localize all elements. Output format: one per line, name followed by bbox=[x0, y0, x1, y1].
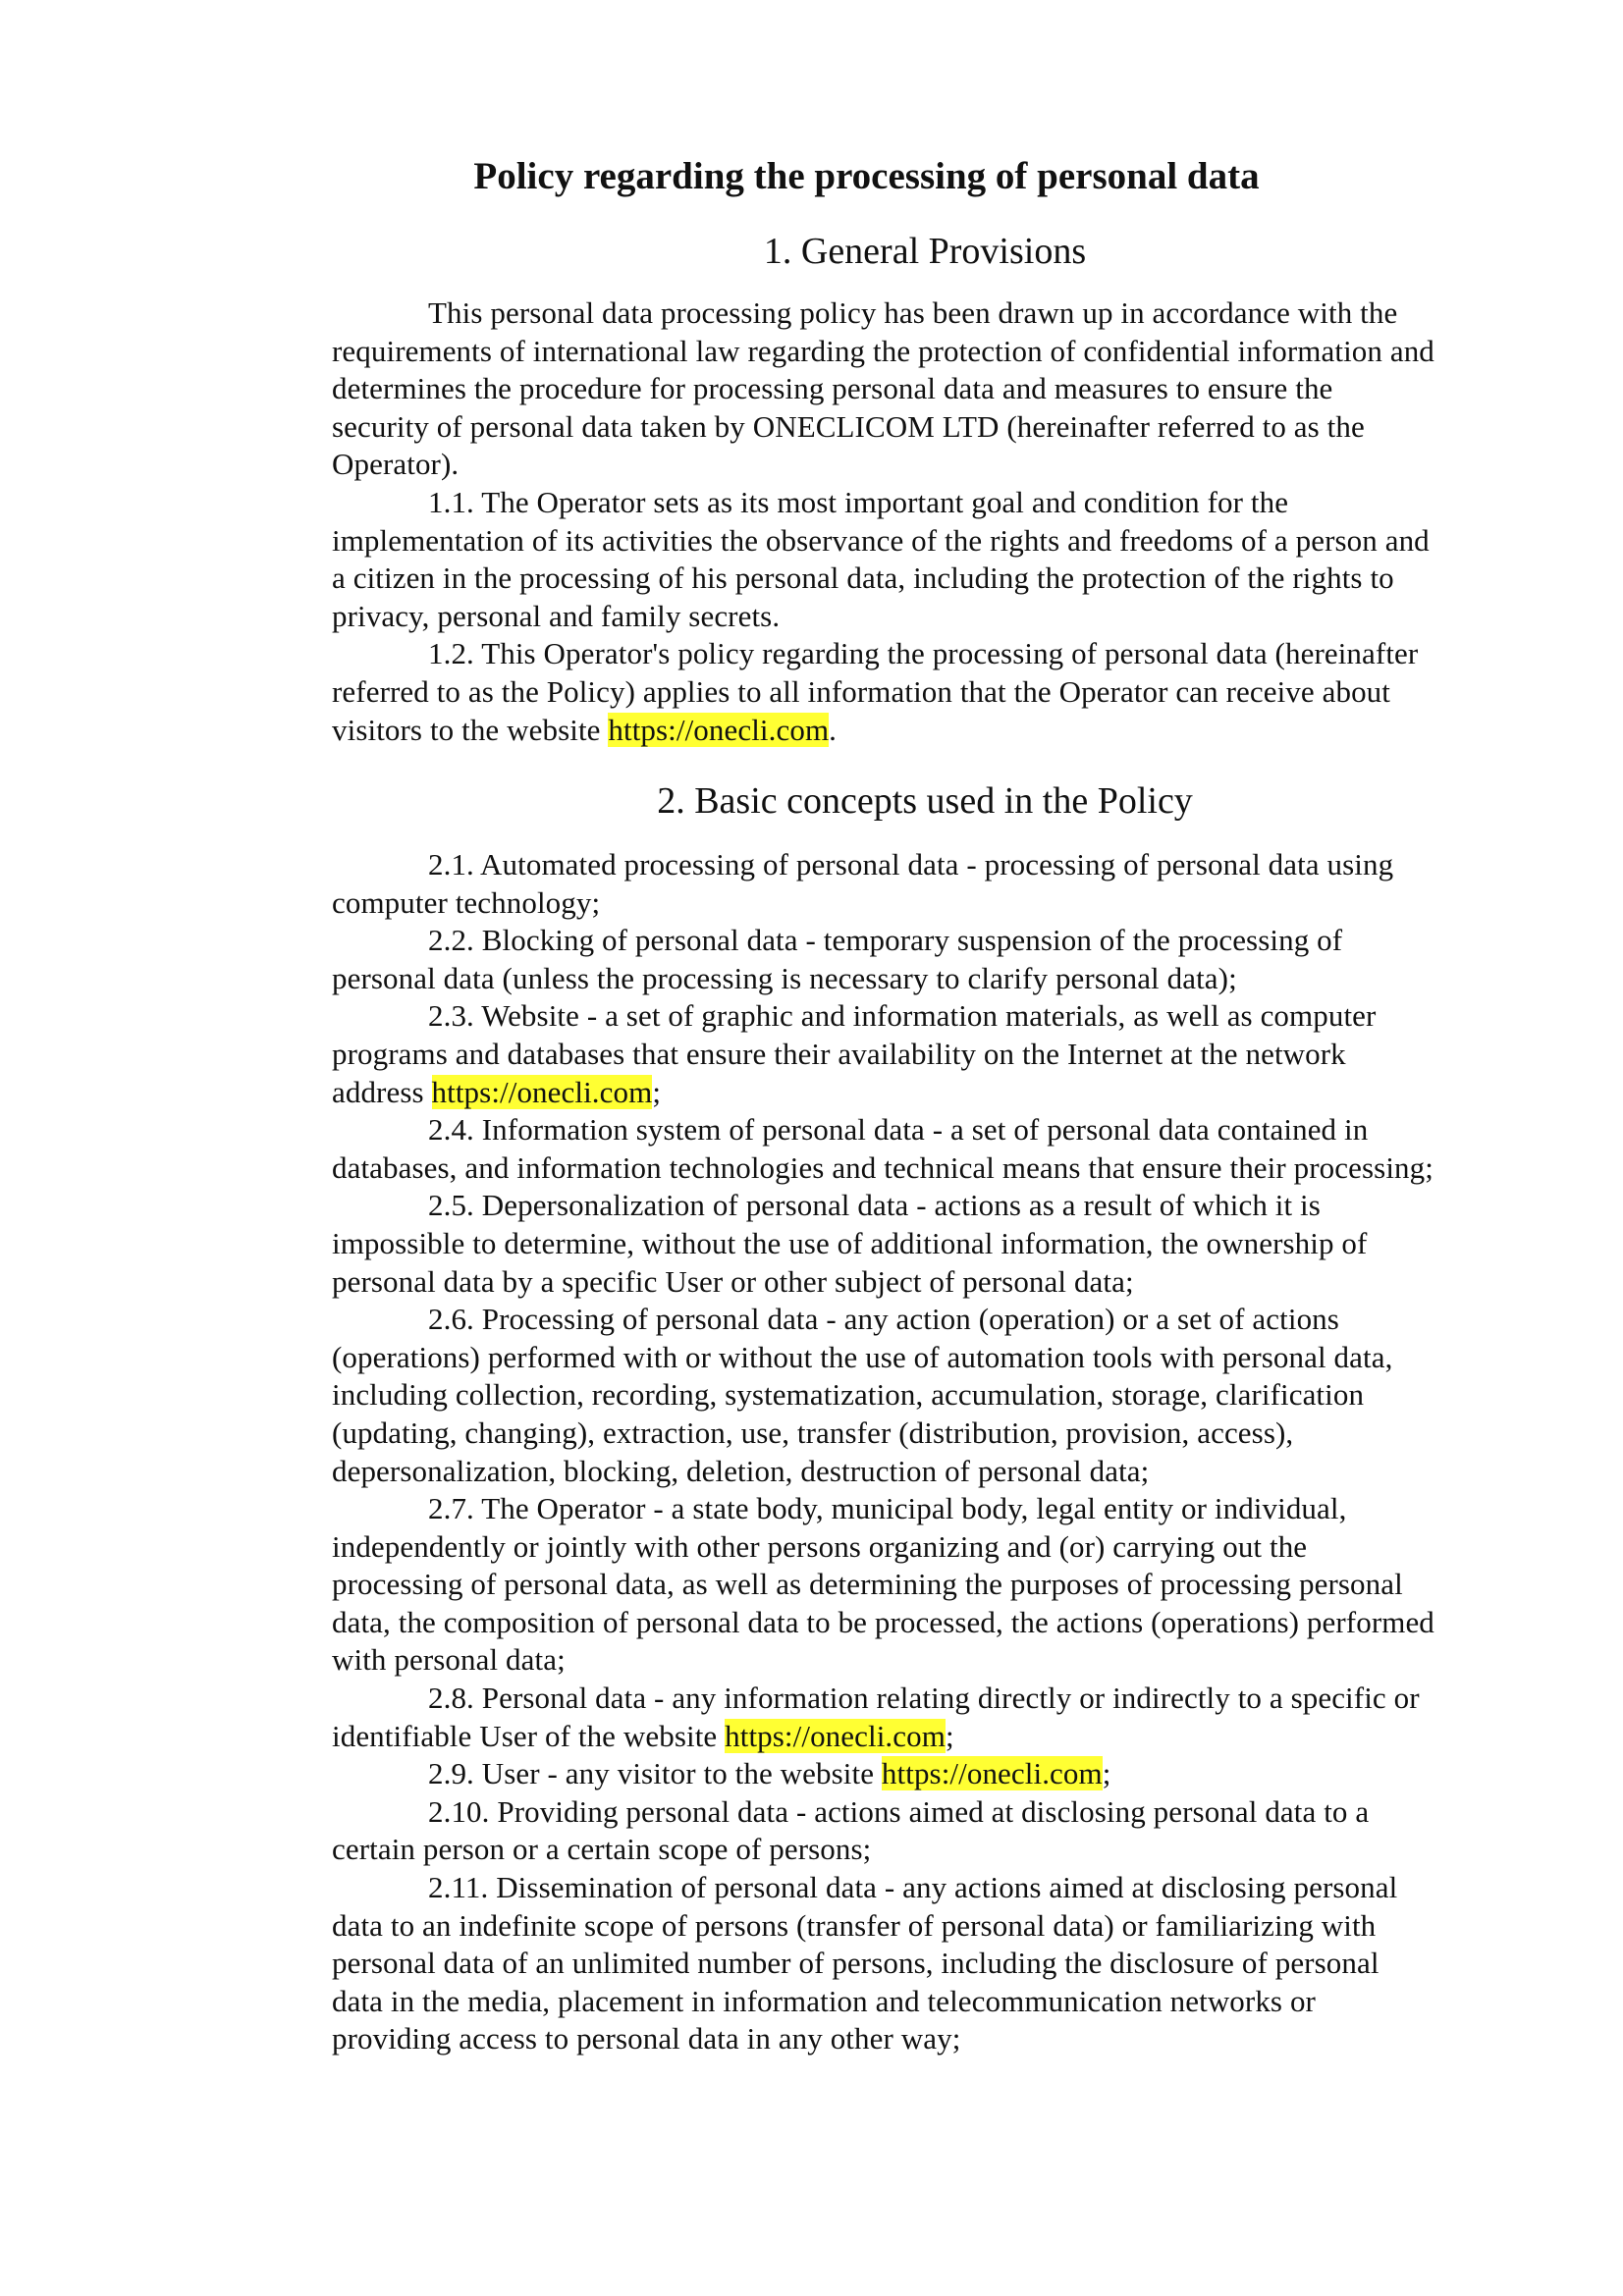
definition-2-3 bbox=[332, 997, 1532, 1111]
text-line: referred to as the Policy) applies to all information that the Operator can receive about bbox=[332, 673, 1390, 709]
website-link[interactable]: https://onecli.com bbox=[881, 1756, 1103, 1791]
text-line: databases, and information technologies and technical means that ensure their processing; bbox=[332, 1149, 1434, 1185]
definition-2-8 bbox=[332, 1680, 1532, 1755]
text-line: 2.8. Personal data - any information relating directly or indirectly to a specific or bbox=[428, 1681, 1420, 1716]
document-title: Policy regarding the processing of personal data bbox=[473, 155, 1260, 197]
section-2-heading: 2. Basic concepts used in the Policy bbox=[657, 780, 1193, 822]
text-line: data to an indefinite scope of persons (transfer of personal data) or familiarizing with bbox=[332, 1907, 1377, 1943]
text-line: 2.1. Automated processing of personal data - processing of personal data using bbox=[428, 847, 1394, 881]
definition-2-10 bbox=[332, 1793, 1532, 1869]
text-fragment: . bbox=[829, 712, 838, 747]
text-line: 1.2. This Operator's policy regarding the processing of personal data (hereinafter bbox=[428, 636, 1419, 671]
definition-2-9 bbox=[332, 1755, 1532, 1793]
paragraph-1-1 bbox=[332, 484, 1532, 635]
definition-2-11 bbox=[332, 1869, 1532, 2058]
text-line: personal data of an unlimited number of persons, including the disclosure of personal bbox=[332, 1946, 1380, 1981]
text-line: data, the composition of personal data to be processed, the actions (operations) performed bbox=[332, 1604, 1434, 1639]
paragraph-1-2 bbox=[332, 635, 1532, 749]
text-line: 1.1. The Operator sets as its most important goal and condition for the bbox=[428, 484, 1289, 519]
text-line bbox=[332, 1718, 1532, 1756]
text-fragment: ; bbox=[945, 1718, 954, 1753]
text-line: certain person or a certain scope of persons; bbox=[332, 1832, 872, 1867]
text-fragment: 2.9. User - any visitor to the website bbox=[428, 1756, 882, 1791]
text-line: This personal data processing policy has been drawn up in accordance with the bbox=[428, 295, 1398, 330]
section-1-heading: 1. General Provisions bbox=[763, 231, 1087, 272]
text-line: 2.2. Blocking of personal data - temporary suspension of the processing of bbox=[428, 923, 1343, 958]
text-fragment: address bbox=[332, 1074, 432, 1109]
text-line: providing access to personal data in any other way; bbox=[332, 2021, 961, 2056]
definition-2-5 bbox=[332, 1187, 1532, 1301]
text-line: implementation of its activities the observance of the rights and freedoms of a person and bbox=[332, 522, 1430, 558]
section-2-body bbox=[332, 846, 1532, 2058]
text-line bbox=[332, 1755, 1532, 1793]
text-line: including collection, recording, systematization, accumulation, storage, clarification bbox=[332, 1377, 1365, 1413]
text-line: impossible to determine, without the use of additional information, the ownership of bbox=[332, 1225, 1368, 1260]
text-line: 2.4. Information system of personal data - a set of personal data contained in bbox=[428, 1112, 1369, 1148]
website-link[interactable]: https://onecli.com bbox=[431, 1074, 653, 1109]
intro-paragraph bbox=[332, 294, 1532, 484]
text-line: depersonalization, blocking, deletion, destruction of personal data; bbox=[332, 1453, 1150, 1488]
text-fragment: visitors to the website bbox=[332, 712, 609, 747]
text-line: personal data by a specific User or other subject of personal data; bbox=[332, 1263, 1134, 1299]
text-line: (operations) performed with or without the use of automation tools with personal data, bbox=[332, 1339, 1393, 1374]
text-line: (updating, changing), extraction, use, transfer (distribution, provision, access), bbox=[332, 1415, 1294, 1450]
text-fragment: ; bbox=[652, 1074, 662, 1109]
text-line: privacy, personal and family secrets. bbox=[332, 598, 781, 633]
text-line: 2.5. Depersonalization of personal data - actions as a result of which it is bbox=[428, 1188, 1321, 1223]
definition-2-7 bbox=[332, 1490, 1532, 1680]
text-line: 2.11. Dissemination of personal data - any actions aimed at disclosing personal bbox=[428, 1870, 1398, 1905]
text-line: 2.7. The Operator - a state body, municipal body, legal entity or individual, bbox=[428, 1491, 1347, 1526]
section-1-body bbox=[332, 294, 1532, 749]
text-line bbox=[332, 712, 1532, 750]
text-line: independently or jointly with other persons organizing and (or) carrying out the bbox=[332, 1528, 1308, 1564]
definition-2-4 bbox=[332, 1111, 1532, 1187]
definition-2-2 bbox=[332, 922, 1532, 997]
text-line bbox=[332, 1074, 1532, 1112]
text-line: 2.3. Website - a set of graphic and information materials, as well as computer bbox=[428, 998, 1377, 1034]
website-link[interactable]: https://onecli.com bbox=[608, 712, 830, 747]
text-line: programs and databases that ensure their availability on the Internet at the network bbox=[332, 1036, 1346, 1071]
definition-2-6 bbox=[332, 1301, 1532, 1490]
text-line: a citizen in the processing of his personal data, including the protection of the rights to bbox=[332, 561, 1394, 596]
text-line: 2.10. Providing personal data - actions aimed at disclosing personal data to a bbox=[428, 1793, 1370, 1829]
website-link[interactable]: https://onecli.com bbox=[725, 1718, 946, 1753]
text-fragment: identifiable User of the website bbox=[332, 1718, 726, 1753]
text-line: personal data (unless the processing is necessary to clarify personal data); bbox=[332, 960, 1237, 995]
text-line: computer technology; bbox=[332, 884, 601, 920]
text-line: determines the procedure for processing personal data and measures to ensure the bbox=[332, 371, 1333, 406]
text-line: Operator). bbox=[332, 447, 460, 482]
text-line: data in the media, placement in information and telecommunication networks or bbox=[332, 1983, 1316, 2018]
text-line: processing of personal data, as well as determining the purposes of processing personal bbox=[332, 1567, 1403, 1602]
text-line: with personal data; bbox=[332, 1642, 566, 1678]
definition-2-1 bbox=[332, 846, 1532, 922]
text-line: security of personal data taken by ONECLICOM LTD (hereinafter referred to as the bbox=[332, 408, 1365, 444]
text-line: requirements of international law regarding the protection of confidential information and bbox=[332, 333, 1434, 368]
text-fragment: ; bbox=[1102, 1756, 1111, 1791]
text-line: 2.6. Processing of personal data - any action (operation) or a set of actions bbox=[428, 1302, 1339, 1337]
